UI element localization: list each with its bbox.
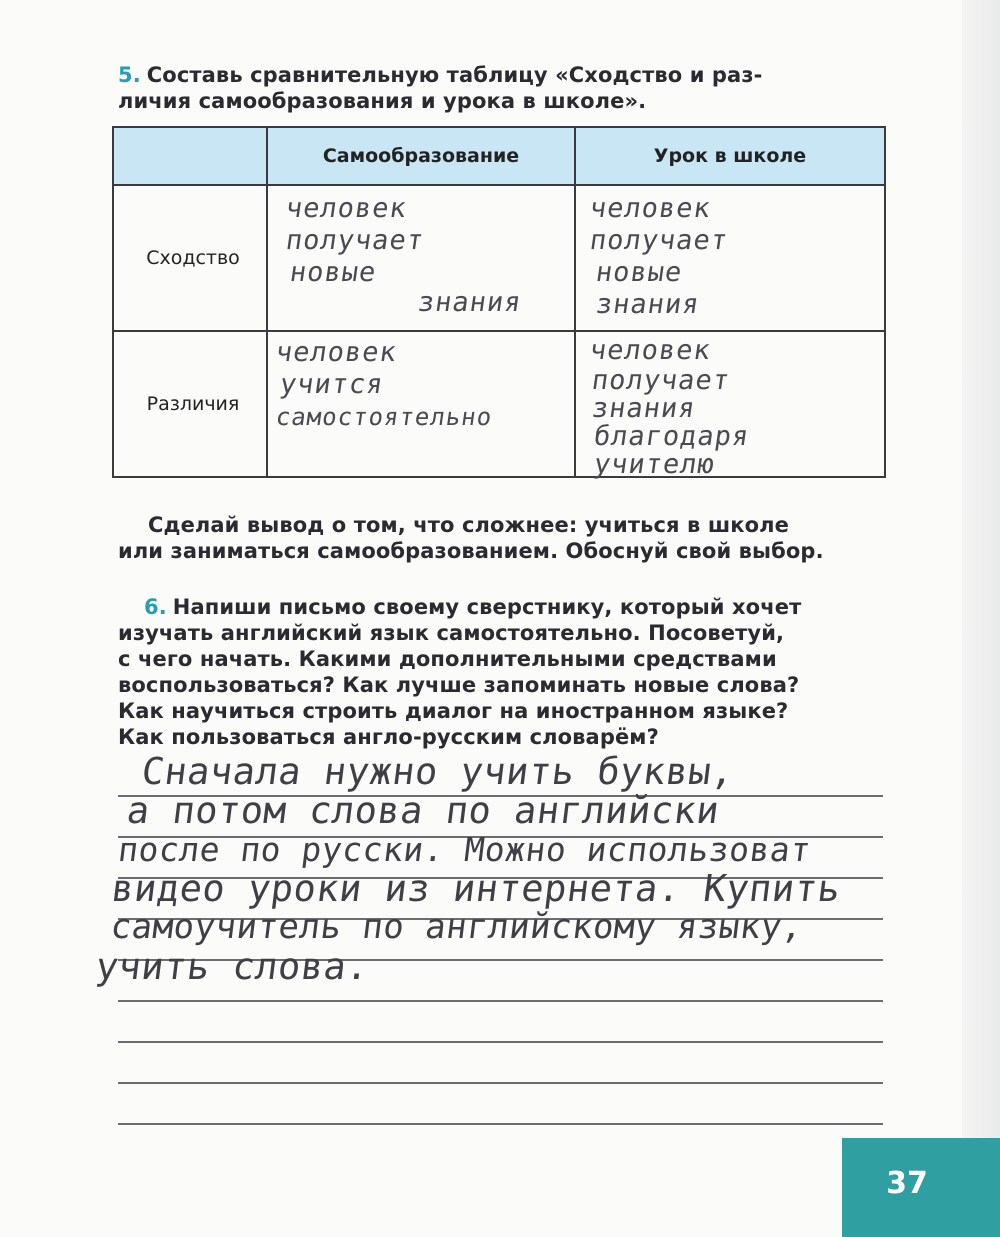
answer-line: Сначала нужно учить буквы, (139, 750, 737, 793)
task-5-number: 5. (118, 63, 141, 87)
row-label-differences: Различия (113, 331, 267, 477)
table-row-similarity (113, 185, 885, 331)
handwriting-word: человек (587, 193, 714, 224)
ruled-line (118, 1041, 883, 1043)
handwriting-word: знания (415, 287, 524, 318)
handwriting-word: получает (587, 225, 731, 256)
handwriting-word: самостоятельно (274, 403, 495, 431)
task-6-line: Напиши письмо своему сверстнику, который хочет (172, 595, 802, 619)
task-6-line: с чего начать. Какими дополнительными средствами (118, 647, 777, 671)
cell-similarity-self-education (267, 185, 575, 331)
page-number: 37 (886, 1166, 928, 1201)
handwriting-word: учителю (591, 449, 718, 480)
answer-line: видео уроки из интернета. Купить (108, 867, 844, 910)
task-6-line: Как пользоваться англо-русским словарём? (118, 725, 659, 749)
task-6-number: 6. (144, 595, 167, 619)
comparison-table (112, 126, 886, 478)
handwriting-word: знания (589, 393, 698, 424)
task-6-prompt (118, 594, 883, 750)
table-header-self-education: Самообразование (267, 127, 575, 185)
handwritten-answer (86, 752, 995, 986)
task-6-line: Как научиться строить диалог на иностранном языке? (118, 699, 789, 723)
handwriting-word: человек (283, 193, 410, 224)
answer-line: учить слова. (93, 945, 372, 988)
answer-line: а потом слова по английски (124, 789, 723, 832)
table-row-differences (113, 331, 885, 477)
answer-line: самоучитель по английскому языку, (108, 907, 806, 947)
task-6-line: воспользоваться? Как лучше запоминать новые слова? (118, 673, 800, 697)
ruled-line (118, 1123, 883, 1125)
handwriting-word: новые (593, 257, 685, 288)
ruled-line (118, 1000, 883, 1002)
handwriting-word: новые (287, 257, 379, 288)
handwriting-word: знания (593, 289, 702, 320)
cell-differences-school-lesson (575, 331, 885, 480)
handwriting-word: учится (277, 369, 386, 400)
cell-differences-self-education (267, 331, 575, 477)
cell-similarity-school-lesson (575, 185, 885, 331)
row-label-similarity: Сходство (113, 185, 267, 331)
handwriting-word: получает (589, 365, 733, 396)
handwriting-word: благодаря (591, 421, 752, 452)
task-5-text-line2: личия самообразования и урока в школе». (118, 89, 647, 113)
ruled-line (118, 1082, 883, 1084)
handwriting-word: человек (273, 337, 400, 368)
page-spine-shadow (962, 0, 1000, 1237)
task-5-conclusion (118, 512, 888, 564)
task-6-line: изучать английский язык самостоятельно. Посоветуй, (118, 621, 785, 645)
table-header-empty (113, 127, 267, 185)
task-5-prompt (118, 62, 883, 114)
task-5-conclusion-line1: Сделай вывод о том, что сложнее: учиться в школе (148, 513, 789, 537)
handwriting-word: человек (587, 335, 714, 366)
task-5-text-line1: Составь сравнительную таблицу «Сходство и раз- (146, 63, 763, 87)
table-header-school-lesson: Урок в школе (575, 127, 885, 185)
task-5-conclusion-line2: или заниматься самообразованием. Обоснуй свой выбор. (118, 539, 824, 563)
table-header-row (113, 127, 885, 185)
answer-line: после по русски. Можно использоват (116, 830, 814, 869)
handwriting-word: получает (283, 225, 427, 256)
